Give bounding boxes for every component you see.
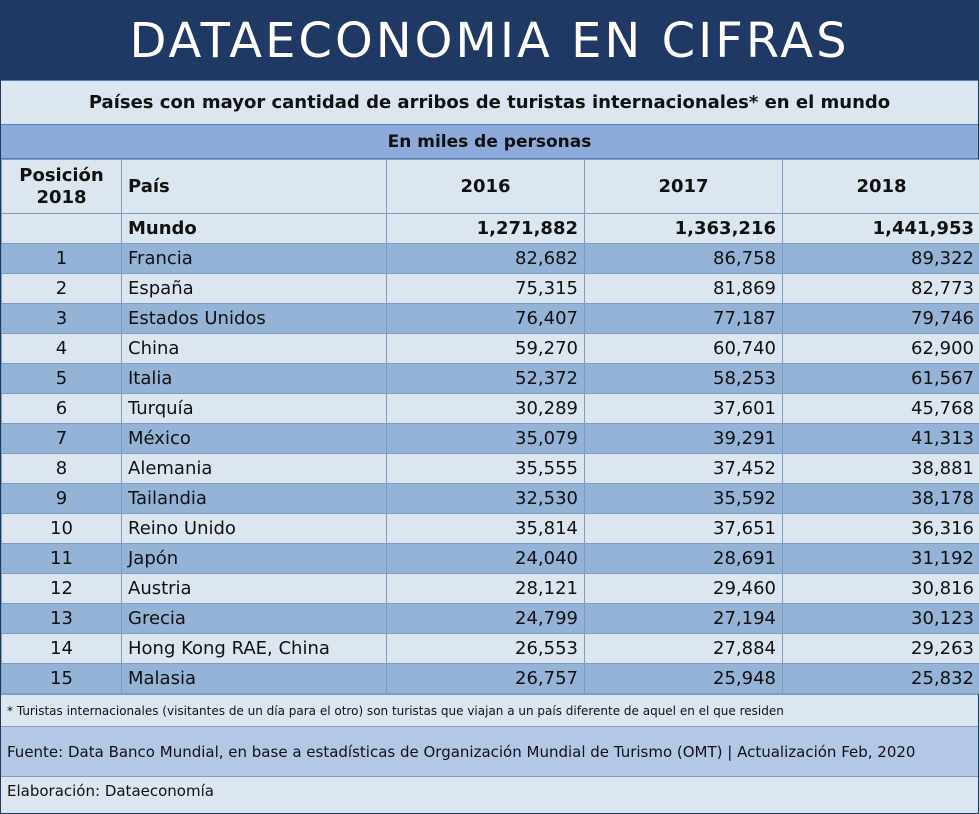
row-country: Hong Kong RAE, China	[122, 634, 387, 664]
row-position: 6	[2, 394, 122, 424]
table-title: Países con mayor cantidad de arribos de turistas internacionales* en el mundo	[1, 80, 978, 125]
row-value-2017: 86,758	[585, 244, 783, 274]
table-row	[2, 244, 979, 274]
row-value-2017: 58,253	[585, 364, 783, 394]
header-position	[2, 160, 122, 214]
world-2016: 1,271,882	[387, 214, 585, 244]
row-value-2017: 29,460	[585, 574, 783, 604]
table-subtitle: En miles de personas	[1, 125, 978, 159]
table-row	[2, 364, 979, 394]
row-position: 15	[2, 664, 122, 694]
row-value-2017: 60,740	[585, 334, 783, 364]
row-country: Estados Unidos	[122, 304, 387, 334]
world-2017: 1,363,216	[585, 214, 783, 244]
row-value-2016: 35,079	[387, 424, 585, 454]
row-value-2017: 37,601	[585, 394, 783, 424]
header-country: País	[122, 160, 387, 214]
row-value-2018: 30,816	[783, 574, 979, 604]
row-country: México	[122, 424, 387, 454]
world-name: Mundo	[122, 214, 387, 244]
row-value-2018: 29,263	[783, 634, 979, 664]
row-country: Malasia	[122, 664, 387, 694]
row-country: Japón	[122, 544, 387, 574]
world-position	[2, 214, 122, 244]
table-row	[2, 634, 979, 664]
table-row	[2, 544, 979, 574]
row-country: Tailandia	[122, 484, 387, 514]
row-value-2016: 30,289	[387, 394, 585, 424]
row-position: 12	[2, 574, 122, 604]
row-value-2017: 77,187	[585, 304, 783, 334]
table-row	[2, 514, 979, 544]
header-row	[2, 160, 979, 214]
row-position: 3	[2, 304, 122, 334]
table-row	[2, 454, 979, 484]
row-value-2018: 61,567	[783, 364, 979, 394]
row-country: Italia	[122, 364, 387, 394]
row-value-2018: 25,832	[783, 664, 979, 694]
table-row	[2, 424, 979, 454]
row-country: China	[122, 334, 387, 364]
row-position: 11	[2, 544, 122, 574]
row-value-2016: 52,372	[387, 364, 585, 394]
header-2017: 2017	[585, 160, 783, 214]
table-row	[2, 664, 979, 694]
row-position: 13	[2, 604, 122, 634]
row-value-2016: 24,040	[387, 544, 585, 574]
row-value-2017: 27,884	[585, 634, 783, 664]
header-position-line1: Posición	[19, 164, 104, 186]
row-position: 2	[2, 274, 122, 304]
table-row	[2, 274, 979, 304]
row-value-2017: 25,948	[585, 664, 783, 694]
row-position: 10	[2, 514, 122, 544]
row-country: Austria	[122, 574, 387, 604]
table-row	[2, 304, 979, 334]
row-value-2018: 38,178	[783, 484, 979, 514]
row-country: Grecia	[122, 604, 387, 634]
world-row	[2, 214, 979, 244]
row-value-2018: 30,123	[783, 604, 979, 634]
row-value-2018: 45,768	[783, 394, 979, 424]
row-position: 8	[2, 454, 122, 484]
banner-title: DATAECONOMIA EN CIFRAS	[1, 1, 978, 80]
row-value-2018: 36,316	[783, 514, 979, 544]
row-value-2018: 41,313	[783, 424, 979, 454]
row-value-2017: 37,651	[585, 514, 783, 544]
header-position-line2: 2018	[36, 186, 87, 208]
row-value-2018: 62,900	[783, 334, 979, 364]
row-value-2016: 26,757	[387, 664, 585, 694]
row-country: Francia	[122, 244, 387, 274]
row-country: Turquía	[122, 394, 387, 424]
row-value-2018: 89,322	[783, 244, 979, 274]
header-2016: 2016	[387, 160, 585, 214]
table-row	[2, 574, 979, 604]
row-position: 5	[2, 364, 122, 394]
table-row	[2, 484, 979, 514]
world-2018: 1,441,953	[783, 214, 979, 244]
row-country: Alemania	[122, 454, 387, 484]
row-value-2016: 26,553	[387, 634, 585, 664]
row-position: 1	[2, 244, 122, 274]
row-value-2016: 75,315	[387, 274, 585, 304]
arrivals-table	[1, 159, 979, 694]
header-2018: 2018	[783, 160, 979, 214]
table-row	[2, 394, 979, 424]
source-note: Fuente: Data Banco Mundial, en base a estadísticas de Organización Mundial de Turismo (OMT) | Actualización Feb, 2020	[1, 726, 978, 776]
row-position: 7	[2, 424, 122, 454]
row-value-2018: 38,881	[783, 454, 979, 484]
row-position: 4	[2, 334, 122, 364]
row-value-2018: 82,773	[783, 274, 979, 304]
row-value-2016: 24,799	[387, 604, 585, 634]
row-value-2017: 81,869	[585, 274, 783, 304]
row-value-2017: 28,691	[585, 544, 783, 574]
footnote: * Turistas internacionales (visitantes de un día para el otro) son turistas que viajan a un país diferente de aquel en el que residen	[1, 694, 978, 726]
row-value-2017: 27,194	[585, 604, 783, 634]
row-value-2016: 76,407	[387, 304, 585, 334]
row-value-2016: 82,682	[387, 244, 585, 274]
row-value-2018: 31,192	[783, 544, 979, 574]
row-value-2016: 59,270	[387, 334, 585, 364]
row-value-2016: 28,121	[387, 574, 585, 604]
table-row	[2, 334, 979, 364]
row-value-2017: 37,452	[585, 454, 783, 484]
row-country: Reino Unido	[122, 514, 387, 544]
row-value-2016: 35,555	[387, 454, 585, 484]
row-value-2016: 32,530	[387, 484, 585, 514]
row-value-2017: 39,291	[585, 424, 783, 454]
row-value-2016: 35,814	[387, 514, 585, 544]
row-value-2018: 79,746	[783, 304, 979, 334]
table-row	[2, 604, 979, 634]
credit-note: Elaboración: Dataeconomía	[1, 776, 978, 804]
row-value-2017: 35,592	[585, 484, 783, 514]
row-position: 9	[2, 484, 122, 514]
row-country: España	[122, 274, 387, 304]
row-position: 14	[2, 634, 122, 664]
